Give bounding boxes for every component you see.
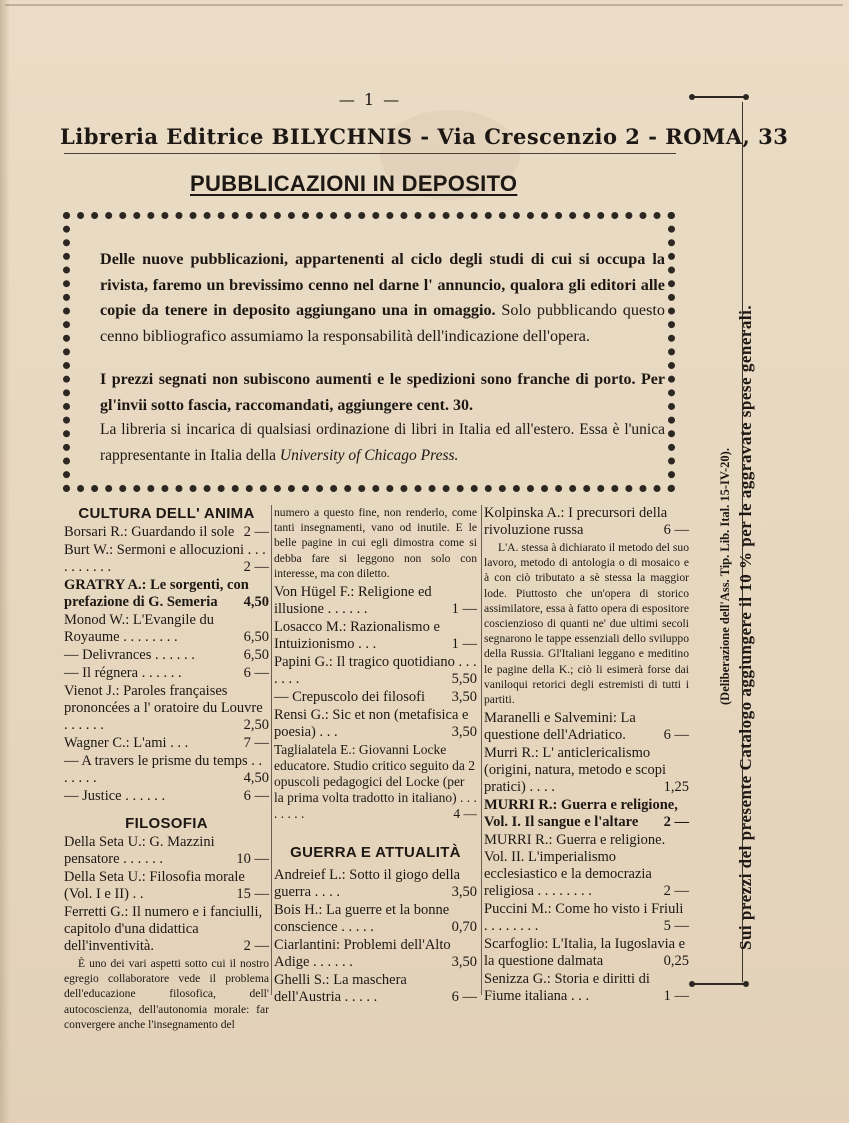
list-item: Losacco M.: Razionalismo e Intuizionismo . . . 1 —	[274, 619, 477, 653]
notice-box	[63, 212, 675, 492]
review-note: È uno dei vari aspetti sotto cui il nostro egregio collaboratore vede il problema dell'educazione filosofica, dell' autocoscienza, dell'autonomia morale: far convergere anche l'insegnamento del	[64, 957, 269, 1031]
list-item: Papini G.: Il tragico quotidiano . . . . . . . 5,50	[274, 654, 477, 688]
list-item: Taglialatela E.: Giovanni Locke educatore. Studio critico seguito da 2 opuscoli pedagogici del Locke (per la prima volta tradotto in italiano) . . . . . . . . 4 —	[274, 742, 477, 822]
list-item: Rensi G.: Sic et non (metafisica e poesia) . . . 3,50	[274, 707, 477, 741]
heading-guerra: GUERRA E ATTUALITÀ	[290, 844, 461, 862]
list-item: Andreief L.: Sotto il giogo della guerra . . . . 3,50	[274, 867, 477, 901]
page-edge-shadow	[0, 0, 10, 1123]
list-item: Bois H.: La guerre et la bonne conscience . . . . . 0,70	[274, 902, 477, 936]
side-note-sub: (Deliberazione dell'Ass. Tip. Lib. Ital. 15-IV-20).	[718, 448, 732, 705]
notice-p1-bold: Delle nuove pubblicazioni, appartenenti al ciclo degli studi di cui si occupa la rivista, faremo un brevissimo cenno nel darne l' annuncio, qualora gli editori alle copie da tenere in deposito aggiungano una in omaggio.	[100, 250, 665, 319]
top-edge-line	[5, 4, 843, 6]
review-note: L'A. stessa à dichiarato il metodo del suo lavoro, metodo di antologia o di mosaico e à con ciò tributato a sè stessa la maggior lode. Piuttosto che un'opera di storico assimilatore, essa à fatto opera di espositore coscienzioso di quanti ne' due ultimi secoli segnarono le tappe essenziali dello sviluppo della Russia. Gl'Italiani leggano e meditino le pagine della K.; ciò li esimerà forse dai vaniloqui retorici degli estremisti di tutti i partiti.	[484, 541, 689, 707]
list-item: — A travers le prisme du temps . . . . . . . 4,50	[64, 753, 269, 786]
page-number: — 1 —	[338, 90, 402, 109]
list-item: Borsari R.: Guardando il sole 2 —	[64, 524, 269, 540]
list-item: Ciarlantini: Problemi dell'Alto Adige . . . . . . 3,50	[274, 937, 477, 971]
side-note-top-bar	[692, 96, 748, 98]
notice-p1-normal: Solo pubblicando questo cenno bibliografico assumiamo la responsabilità dell'indicazione dell'opera.	[100, 301, 665, 345]
list-item: Kolpinska A.: I precursori della rivoluzione russa 6 —	[484, 505, 689, 538]
side-note-main: Sui prezzi del presente Catalogo aggiungere il 10 % per le aggravate spese generali.	[736, 304, 755, 950]
list-item: Burt W.: Sermoni e allocuzioni . . . . . . . . . . 2 —	[64, 542, 269, 575]
column-1	[64, 505, 269, 1035]
review-note: numero a questo fine, non renderlo, come tanti insegnamenti, vano od inutile. E le belle pagine in cui egli dimostra come si debba fare si leggono non solo con interesse, ma con diletto.	[274, 506, 477, 580]
list-item: GRATRY A.: Le sorgenti, con prefazione di G. Semeria 4,50	[64, 577, 269, 610]
list-item: Della Seta U.: Filosofia morale (Vol. I e II) . . 15 —	[64, 869, 269, 902]
list-item: Von Hügel F.: Religione ed illusione . . . . . . 1 —	[274, 584, 477, 618]
list-item: Ferretti G.: Il numero e i fanciulli, capitolo d'una didattica dell'inventività. 2 —	[64, 904, 269, 954]
list-item: — Justice . . . . . . 6 —	[64, 788, 269, 804]
heading-cultura: CULTURA DELL' ANIMA	[78, 505, 255, 522]
list-item: Maranelli e Salvemini: La questione dell'Adriatico. 6 —	[484, 710, 689, 744]
list-item: Ghelli S.: La maschera dell'Austria . . . . . 6 —	[274, 972, 477, 1006]
list-item: Monod W.: L'Evangile du Royaume . . . . . . . . 6,50	[64, 612, 269, 645]
notice-p3-text: La libreria si incarica di qualsiasi ordinazione di libri in Italia ed all'estero. Essa è l'unica rappresentante in Italia della	[100, 421, 665, 464]
notice-p3-press: University of Chicago Press.	[279, 446, 459, 464]
side-note-bottom-bar	[692, 983, 748, 985]
header-rule	[64, 153, 676, 154]
section-title: PUBBLICAZIONI IN DEPOSITO	[190, 171, 518, 196]
side-note-dot	[689, 94, 695, 100]
list-item: — Delivrances . . . . . . 6,50	[64, 647, 269, 663]
heading-filosofia: FILOSOFIA	[125, 815, 208, 832]
list-item: Scarfoglio: L'Italia, la Iugoslavia e la questione dalmata 0,25	[484, 936, 689, 970]
column-2	[274, 505, 477, 1007]
side-note-dot	[743, 981, 749, 987]
notice-paragraph-3	[100, 417, 665, 468]
list-item: — Il régnera . . . . . . 6 —	[64, 665, 269, 681]
column-divider	[271, 505, 272, 995]
list-item: MURRI R.: Guerra e religione, Vol. I. Il sangue e l'altare 2 —	[484, 797, 689, 831]
notice-paragraph-2	[100, 367, 665, 418]
list-item: Wagner C.: L'ami . . . 7 —	[64, 735, 269, 751]
list-item: Senizza G.: Storia e diritti di Fiume italiana . . . 1 —	[484, 971, 689, 1005]
side-note-dot	[689, 981, 695, 987]
list-item: — Crepuscolo dei filosofi 3,50	[274, 689, 477, 706]
notice-paragraph-1	[100, 247, 665, 349]
list-item: Della Seta U.: G. Mazzini pensatore . . . . . . 10 —	[64, 834, 269, 867]
side-note-dot	[743, 94, 749, 100]
column-divider	[481, 505, 482, 995]
list-item: MURRI R.: Guerra e religione. Vol. II. L'imperialismo ecclesiastico e la democrazia religiosa . . . . . . . . 2 —	[484, 832, 689, 900]
list-item: Vienot J.: Paroles françaises prononcées a l' oratoire du Louvre . . . . . . 2,50	[64, 683, 269, 733]
publisher-header: Libreria Editrice BILYCHNIS - Via Crescenzio 2 - ROMA, 33	[60, 124, 789, 149]
notice-p2-bold: I prezzi segnati non subiscono aumenti e le spedizioni sono franche di porto. Per gl'invii sotto fascia, raccomandati, aggiungere cent. 30.	[100, 371, 665, 414]
list-item: Puccini M.: Come ho visto i Friuli . . . . . . . . 5 —	[484, 901, 689, 935]
column-3	[484, 505, 689, 1006]
list-item: Murri R.: L' anticlericalismo (origini, natura, metodo e scopi pratici) . . . . 1,25	[484, 745, 689, 796]
